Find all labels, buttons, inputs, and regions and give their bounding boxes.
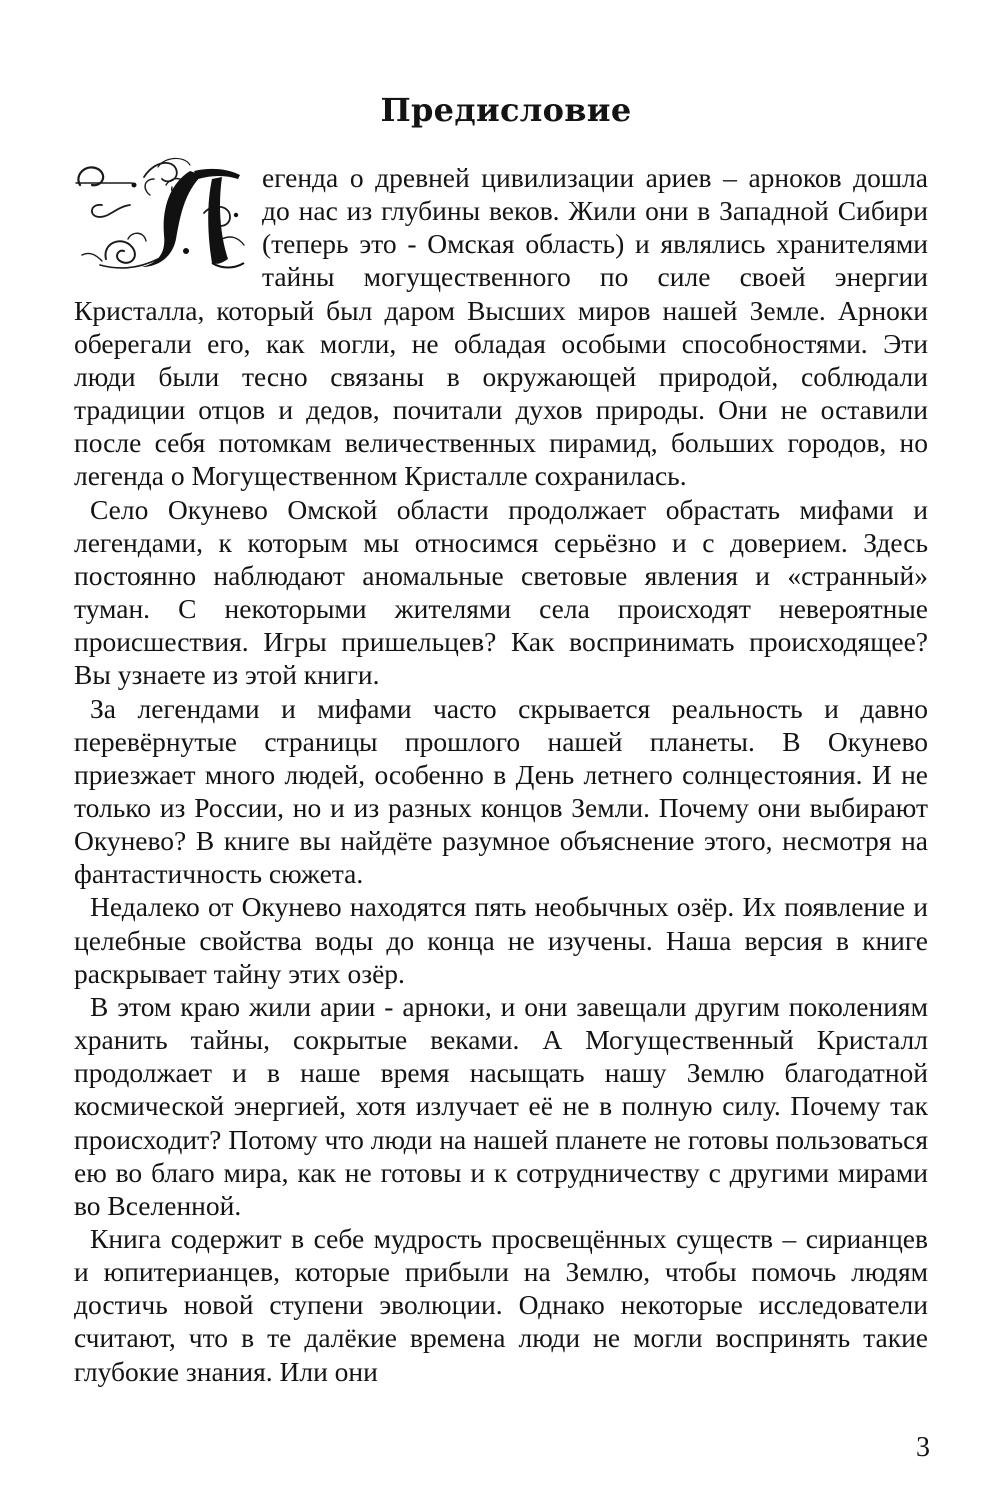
paragraph-4: Недалеко от Окунево находятся пять необычных озёр. Их появление и целебные свойства воды до конца не изучены. Наша версия в книге раскрывает тайну этих озёр.	[74, 891, 928, 989]
paragraph-6: Книга содержит в себе мудрость просвещённых существ – сирианцев и юпитерианцев, которые прибыли на Землю, чтобы помочь людям достичь новой ступени эволюции. Однако некоторые исследователи считают, что в те далёкие времена люди не могли воспринять такие глубокие знания. Или они	[74, 1223, 928, 1387]
body-text	[74, 161, 928, 1388]
paragraph-1-text: егенда о древней цивилизации ариев – арноков дошла до нас из глубины веков. Жили они в Западной Сибири (теперь это - Омская область) и являлись хранителями тайны могущественного по силе своей энергии Кристалла, который был даром Высших миров нашей Земле. Арноки оберегали его, как могли, не обладая особыми способностями. Эти люди были тесно связаны в окружающей природой, соблюдали традиции отцов и дедов, почитали духов природы. Они не оставили после себя потомкам величественных пирамид, больших городов, но легенда о Могущественном Кристалле сохранилась.	[74, 162, 928, 492]
page-number: 3	[916, 1432, 930, 1463]
paragraph-1	[74, 161, 928, 493]
ornamental-dropcap-icon	[72, 161, 258, 271]
page-title: Предисловие	[380, 91, 632, 129]
paragraph-3: За легендами и мифами часто скрывается реальность и давно перевёрнутые страницы прошлого нашей планеты. В Окунево приезжает много людей, особенно в День летнего солнцестояния. И не только из России, но и из разных концов Земли. Почему они выбирают Окунево? В книге вы найдёте разумное объяснение этого, несмотря на фантастичность сюжета.	[74, 692, 928, 890]
paragraph-2: Село Окунево Омской области продолжает обрастать мифами и легендами, к которым мы относимся серьёзно и с доверием. Здесь постоянно наблюдают аномальные световые явления и «странный» туман. С некоторыми жителями села происходят невероятные происшествия. Игры пришельцев? Как воспринимать происходящее? Вы узнаете из этой книги.	[74, 493, 928, 691]
paragraph-5: В этом краю жили арии - арноки, и они завещали другим поколениям хранить тайны, сокрытые веками. А Могущественный Кристалл продолжает и в наше время насыщать нашу Землю благодатной космической энергией, хотя излучает её не в полную силу. Почему так происходит? Потому что люди на нашей планете не готовы пользоваться ею во благо мира, как не готовы и к сотрудничеству с другими мирами во Вселенной.	[74, 990, 928, 1221]
